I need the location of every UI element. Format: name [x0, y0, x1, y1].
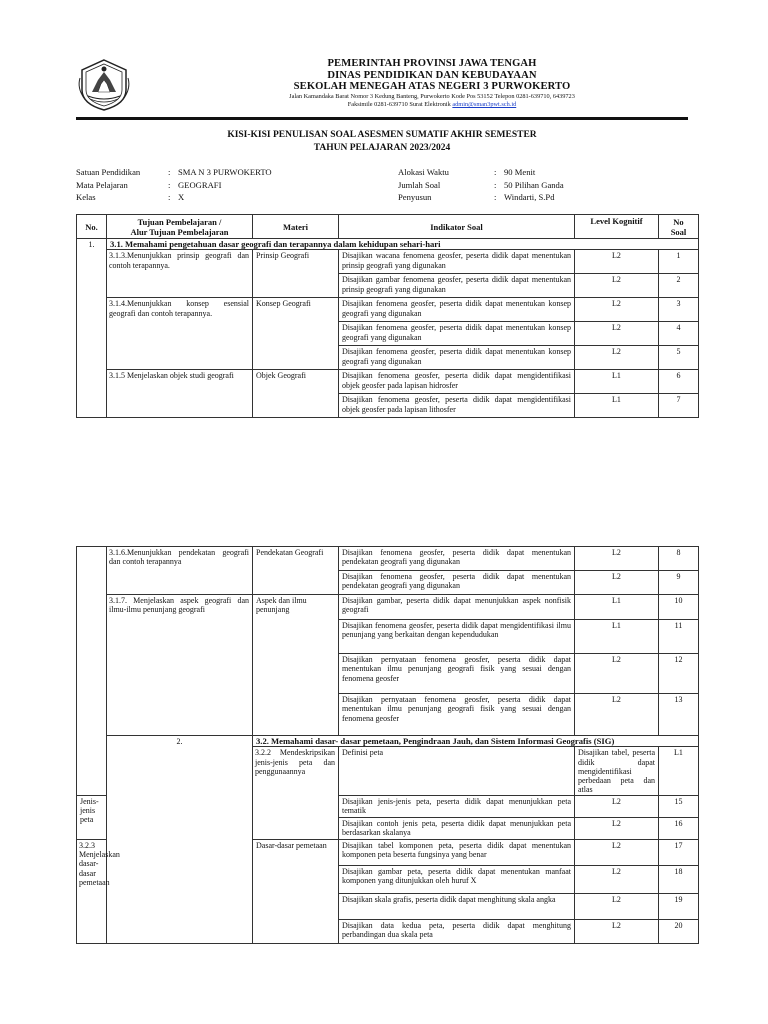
section-number: 2.	[107, 736, 253, 944]
meta-key: Mata Pelajaran	[76, 179, 128, 190]
soal-cell: 3	[659, 298, 699, 322]
meta-key: Penyusun	[398, 192, 432, 203]
soal-cell: 9	[659, 571, 699, 595]
tujuan-cell: 3.1.6.Menunjukkan pendekatan geografi dan contoh terapannya	[107, 547, 253, 595]
indikator-cell: Disajikan skala grafis, peserta didik dapat menghitung skala angka	[339, 893, 575, 919]
soal-cell: 10	[659, 595, 699, 620]
level-cell: L1	[575, 394, 659, 418]
indikator-cell: Disajikan fenomena geosfer, peserta didik dapat menentukan pendekatan geografi yang digunakan	[339, 571, 575, 595]
table-header-row	[77, 215, 699, 239]
indikator-cell: Disajikan gambar peta, peserta didik dapat menentukan manfaat komponen yang ditunjukkan oleh huruf X	[339, 865, 575, 893]
meta-key: Jumlah Soal	[398, 179, 441, 190]
blueprint-table-part2	[76, 546, 699, 944]
school-contact	[176, 101, 688, 110]
number-cell	[77, 547, 107, 796]
indikator-cell: Disajikan fenomena geosfer, peserta didik dapat menentukan pendekatan geografi yang digunakan	[339, 547, 575, 571]
indikator-cell: Disajikan pernyataan fenomena geosfer, peserta didik dapat menentukan ilmu penunjang geografi fisik yang sesuai dengan fenomena geosfer	[339, 654, 575, 694]
level-cell: L1	[575, 370, 659, 394]
materi-cell: Prinsip Geografi	[253, 250, 339, 298]
level-cell: L2	[575, 298, 659, 322]
soal-cell: 5	[659, 346, 699, 370]
header-soal-line2: Soal	[670, 227, 687, 237]
header-tujuan	[107, 215, 253, 239]
table-row	[77, 370, 699, 394]
fax-text: Faksimile 0281-639710 Surat Elektronik	[347, 101, 453, 109]
indikator-cell: Disajikan fenomena geosfer, peserta didik dapat menentukan konsep geografi yang digunakan	[339, 298, 575, 322]
letterhead-divider	[76, 117, 688, 120]
level-cell: L1	[659, 747, 699, 795]
meta-value: X	[178, 192, 185, 203]
soal-cell: 12	[659, 654, 699, 694]
soal-cell: 15	[659, 795, 699, 817]
level-cell: L1	[575, 595, 659, 620]
soal-cell: 13	[659, 694, 699, 736]
indikator-cell: Disajikan gambar fenomena geosfer, peserta didik dapat menentukan prinsip geografi yang digunakan	[339, 274, 575, 298]
meta-value: GEOGRAFI	[178, 179, 222, 190]
meta-row	[76, 166, 272, 179]
indikator-cell: Disajikan contoh jenis peta, peserta didik dapat menunjukkan peta berdasarkan skalanya	[339, 817, 575, 839]
soal-cell: 20	[659, 919, 699, 943]
meta-value: SMA N 3 PURWOKERTO	[178, 167, 272, 177]
level-cell: L2	[575, 322, 659, 346]
materi-cell: Definisi peta	[339, 747, 575, 795]
indikator-cell: Disajikan tabel, peserta didik dapat mengidentifikasi perbedaan peta dan atlas	[575, 747, 659, 795]
level-cell: L2	[575, 919, 659, 943]
section-heading: 3.2. Memahami dasar- dasar pemetaan, Pengindraan Jauh, dan Sistem Informasi Geografis (SIG)	[253, 736, 699, 747]
section-heading: 3.1. Memahami pengetahuan dasar geografi dan terapannya dalam kehidupan sehari-hari	[107, 239, 699, 250]
level-cell: L2	[575, 250, 659, 274]
tujuan-cell: 3.1.7. Menjelaskan aspek geografi dan ilmu-ilmu penunjang geografi	[107, 595, 253, 736]
soal-cell: 4	[659, 322, 699, 346]
meta-colon: :	[494, 179, 497, 190]
materi-cell: Konsep Geografi	[253, 298, 339, 370]
meta-key: Kelas	[76, 192, 96, 203]
materi-cell: Objek Geografi	[253, 370, 339, 418]
soal-cell: 19	[659, 893, 699, 919]
meta-key: Satuan Pendidikan	[76, 167, 141, 177]
meta-row	[76, 191, 272, 204]
soal-cell: 11	[659, 620, 699, 654]
department-name: DINAS PENDIDIKAN DAN KEBUDAYAAN	[327, 69, 537, 81]
level-cell: L2	[575, 865, 659, 893]
header-tujuan-line1: Tujuan Pembelajaran /	[137, 217, 222, 227]
header-tujuan-line2: Alur Tujuan Pembelajaran	[130, 227, 229, 237]
section-number: 1.	[77, 239, 107, 418]
level-cell: L2	[575, 346, 659, 370]
meta-colon: :	[494, 167, 497, 177]
tujuan-cell: 3.1.3.Menunjukkan prinsip geografi dan contoh terapannya.	[107, 250, 253, 298]
table-row	[77, 595, 699, 620]
section-row	[77, 736, 699, 747]
level-cell: L2	[575, 571, 659, 595]
meta-colon: :	[168, 192, 171, 203]
tujuan-cell: 3.2.2 Mendeskripsikan jenis-jenis peta dan penggunaannya	[253, 747, 339, 839]
soal-cell: 16	[659, 817, 699, 839]
tujuan-cell: 3.1.5 Menjelaskan objek studi geografi	[107, 370, 253, 418]
level-cell: L1	[575, 620, 659, 654]
materi-cell: Aspek dan ilmu penunjang	[253, 595, 339, 736]
email-link[interactable]: admin@sman3pwt.sch.id	[452, 101, 517, 109]
meta-row	[398, 191, 564, 204]
materi-cell: Jenis-jenis peta	[77, 795, 107, 839]
materi-cell: Dasar-dasar pemetaan	[253, 839, 339, 943]
soal-cell: 2	[659, 274, 699, 298]
document-subtitle: TAHUN PELAJARAN 2023/2024	[313, 143, 451, 153]
letterhead	[76, 58, 688, 116]
school-name: SEKOLAH MENEGAH ATAS NEGERI 3 PURWOKERTO	[293, 81, 571, 92]
soal-cell: 1	[659, 250, 699, 274]
blueprint-table-part1	[76, 214, 699, 418]
indikator-cell: Disajikan tabel komponen peta, peserta didik dapat menentukan komponen peta beserta fungsinya yang benar	[339, 839, 575, 865]
tujuan-cell: 3.1.4.Menunjukkan konsep esensial geografi dan contoh terapannya.	[107, 298, 253, 370]
meta-value: 50 Pilihan Ganda	[504, 179, 564, 190]
indikator-cell: Disajikan fenomena geosfer, peserta didik dapat mengidentifikasi objek geosfer pada lapisan hidrosfer	[339, 370, 575, 394]
soal-cell: 7	[659, 394, 699, 418]
document-title: KISI-KISI PENULISAN SOAL ASESMEN SUMATIF AKHIR SEMESTER	[227, 130, 537, 140]
level-cell: L2	[575, 817, 659, 839]
level-cell: L2	[575, 654, 659, 694]
meta-colon: :	[494, 192, 497, 203]
level-cell: L2	[575, 547, 659, 571]
table-row	[77, 250, 699, 274]
section-row	[77, 239, 699, 250]
header-no: No.	[77, 215, 107, 239]
indikator-cell: Disajikan fenomena geosfer, peserta didik dapat mengidentifikasi ilmu penunjang yang berkaitan dengan kependudukan	[339, 620, 575, 654]
level-cell: L2	[575, 795, 659, 817]
header-soal-line1: No	[673, 217, 684, 227]
level-cell: L2	[575, 839, 659, 865]
soal-cell: 18	[659, 865, 699, 893]
school-address: Jalan Kamandaka Barat Nomor 3 Kedung Banteng, Purwokerto Kode Pos 53152 Telepon 0281-639710, 6439723	[289, 92, 575, 100]
table-row	[77, 298, 699, 322]
meta-row	[398, 179, 564, 192]
level-cell: L2	[575, 694, 659, 736]
indikator-cell: Disajikan wacana fenomena geosfer, peserta didik dapat menentukan prinsip geografi yang digunakan	[339, 250, 575, 274]
level-cell: L2	[575, 274, 659, 298]
table-row	[77, 547, 699, 571]
indikator-cell: Disajikan fenomena geosfer, peserta didik dapat mengidentifikasi objek geosfer pada lapisan lithosfer	[339, 394, 575, 418]
materi-cell: Pendekatan Geografi	[253, 547, 339, 595]
meta-row	[398, 166, 564, 179]
soal-cell: 8	[659, 547, 699, 571]
meta-colon: :	[168, 179, 171, 190]
soal-cell: 17	[659, 839, 699, 865]
central-java-emblem-icon	[76, 58, 132, 112]
government-name: PEMERINTAH PROVINSI JAWA TENGAH	[327, 58, 537, 69]
header-level: Level Kognitif	[575, 215, 659, 239]
indikator-cell: Disajikan data kedua peta, peserta didik dapat menghitung perbandingan dua skala peta	[339, 919, 575, 943]
indikator-cell: Disajikan jenis-jenis peta, peserta didik dapat menunjukkan peta tematik	[339, 795, 575, 817]
level-cell: L2	[575, 893, 659, 919]
meta-key: Alokasi Waktu	[398, 167, 449, 177]
meta-left	[76, 166, 272, 204]
indikator-cell: Disajikan pernyataan fenomena geosfer, peserta didik dapat menentukan ilmu penunjang geografi fisik yang sesuai dengan fenomena geosfer	[339, 694, 575, 736]
indikator-cell: Disajikan fenomena geosfer, peserta didik dapat menentukan konsep geografi yang digunakan	[339, 346, 575, 370]
indikator-cell: Disajikan gambar, peserta didik dapat menunjukkan aspek nonfisik geografi	[339, 595, 575, 620]
header-indikator: Indikator Soal	[339, 215, 575, 239]
meta-colon: :	[168, 167, 171, 177]
meta-value: 90 Menit	[504, 167, 536, 177]
meta-value: Windarti, S.Pd	[504, 192, 555, 203]
meta-row	[76, 179, 272, 192]
tujuan-cell: 3.2.3 Menjelaskan dasar-dasar pemetaan	[77, 839, 107, 943]
indikator-cell: Disajikan fenomena geosfer, peserta didik dapat menentukan konsep geografi yang digunakan	[339, 322, 575, 346]
meta-right	[398, 166, 564, 204]
header-soal	[659, 215, 699, 239]
header-materi: Materi	[253, 215, 339, 239]
soal-cell: 6	[659, 370, 699, 394]
